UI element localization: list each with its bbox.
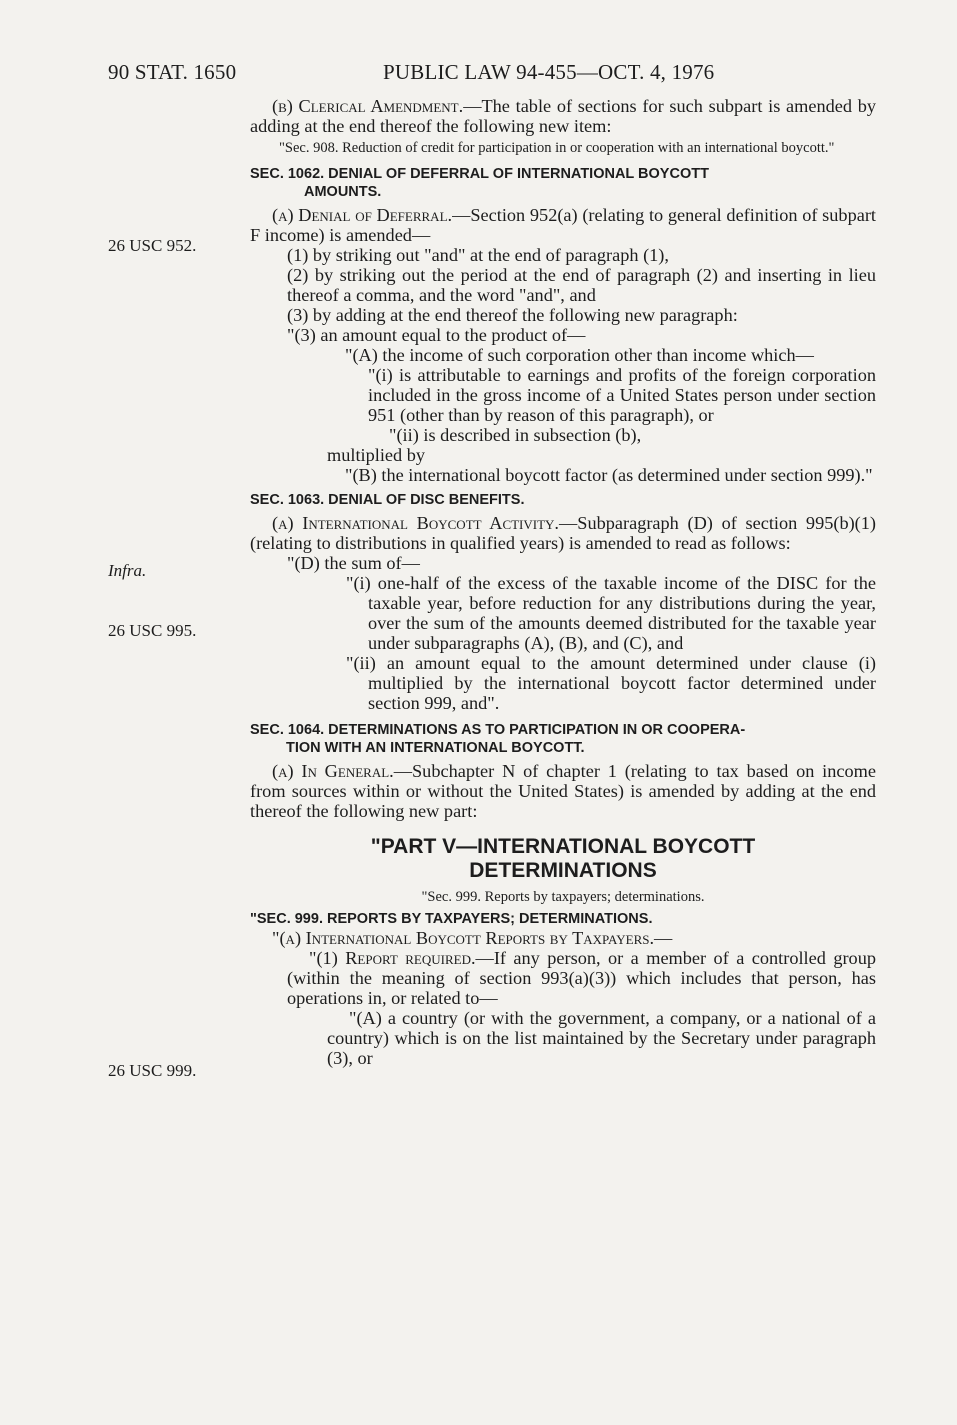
part-v-section-table-item: "Sec. 999. Reports by taxpayers; determinations. [421,889,705,905]
margin-note-999: 26 USC 999. [108,1061,197,1080]
in-general-heading: (a) In General. [272,761,394,781]
report-required-heading: "(1) Report required. [309,948,476,968]
boycott-activity-text: —Subparagraph (D) of section 995(b)(1) (relating to distributions in qualified years) is amended to read as follows: [250,513,876,553]
quoted-clause-i: "(i) is attributable to earnings and profits of the foreign corporation included in the gross income of a United States person under section 951 (other than by reason of this paragraph), or [368,365,876,425]
subsection-a-boycott-reports-heading [250,928,876,948]
paragraph-3: (3) by adding at the end thereof the following new paragraph: [287,305,738,325]
quoted-subparagraph-B: "(B) the international boycott factor (as determined under section 999)." [345,465,873,485]
report-required-text: —If any person, or a member of a controlled group (within the meaning of section 993(a)(3)) which includes that person, has operations in, or related to— [287,948,876,1008]
margin-note-infra: Infra. [108,561,147,580]
denial-of-deferral-text: —Section 952(a) (relating to general definition of subpart F income) is amended— [250,205,876,245]
section-1064-heading [250,721,876,757]
part-v-title [250,835,876,883]
section-1063-heading: SEC. 1063. DENIAL OF DISC BENEFITS. [250,492,525,508]
subsection-a-in-general [250,761,876,821]
boycott-activity-heading: (a) International Boycott Activity. [272,513,560,533]
section-1064-heading-line1: SEC. 1064. DETERMINATIONS AS TO PARTICIPATION IN OR COOPERA- [250,722,746,738]
clerical-amendment-paragraph [250,96,876,136]
paragraph-1-report-required [250,948,876,1008]
quoted-paragraph-3: "(3) an amount equal to the product of— [287,325,586,345]
section-1062-heading-line1: SEC. 1062. DENIAL OF DEFERRAL OF INTERNATIONAL BOYCOTT [250,166,709,182]
statute-page-number: 90 STAT. 1650 [108,60,237,84]
quoted-D-clause-i: "(i) one-half of the excess of the taxable income of the DISC for the taxable year, before reduction for any distributions during the year, over the sum of the amounts deemed distributed for the taxable year under subparagraphs (A), (B), and (C), and [346,573,876,653]
paragraph-2: (2) by striking out the period at the end of paragraph (2) and inserting in lieu thereof a comma, and the word "and", and [287,265,876,305]
section-1062-heading-line2: AMOUNTS. [304,184,382,200]
text-column [250,96,876,1068]
section-999-heading: "SEC. 999. REPORTS BY TAXPAYERS; DETERMINATIONS. [250,911,653,927]
multiplied-by-line: multiplied by [327,445,426,465]
clerical-amendment-text: —The table of sections for such subpart is amended by adding at the end thereof the following new item: [250,96,876,136]
in-general-text: —Subchapter N of chapter 1 (relating to tax based on income from sources within or without the United States) is amended by adding at the end thereof the following new part: [250,761,876,821]
boycott-reports-heading-text: "(a) International Boycott Reports by Taxpayers.— [272,928,673,948]
running-header-title: PUBLIC LAW 94-455—OCT. 4, 1976 [383,60,715,84]
part-v-title-line1: "PART V—INTERNATIONAL BOYCOTT [370,835,756,858]
section-1062-heading [250,165,876,201]
quoted-subparagraph-D: "(D) the sum of— [287,553,420,573]
clerical-amendment-heading: (b) Clerical Amendment. [272,96,464,116]
quoted-D-clause-ii: "(ii) an amount equal to the amount determined under clause (i) multiplied by the international boycott factor determined under section 999, and". [346,653,876,713]
paragraph-1: (1) by striking out "and" at the end of paragraph (1), [287,245,669,265]
quoted-report-subparagraph-A: "(A) a country (or with the government, a company, or a national of a country) which is on the list maintained by the Secretary under paragraph (3), or [327,1008,876,1068]
subsection-a-international-boycott-activity [250,513,876,553]
section-table-item-908: "Sec. 908. Reduction of credit for participation in or cooperation with an international boycott." [279,140,835,156]
margin-note-995: 26 USC 995. [108,621,197,640]
part-v-title-line2: DETERMINATIONS [469,859,657,882]
denial-of-deferral-heading: (a) Denial of Deferral. [272,205,453,225]
quoted-clause-ii: "(ii) is described in subsection (b), [389,425,642,445]
section-1064-heading-line2: TION WITH AN INTERNATIONAL BOYCOTT. [286,740,585,756]
quoted-subparagraph-A: "(A) the income of such corporation other than income which— [345,345,814,365]
margin-note-952: 26 USC 952. [108,236,197,255]
subsection-a-denial-of-deferral [250,205,876,245]
